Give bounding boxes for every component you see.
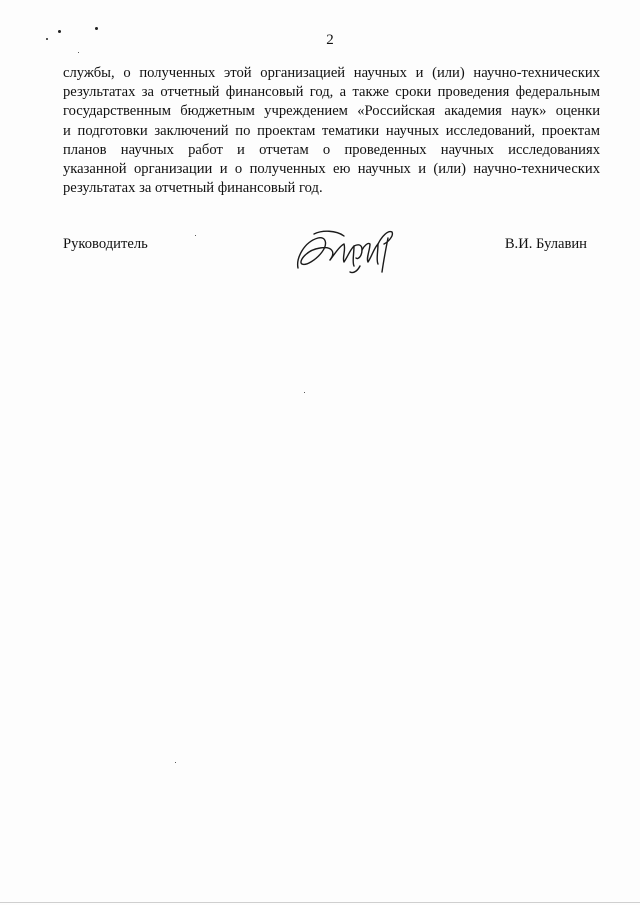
scan-speck xyxy=(78,52,79,53)
signatory-role: Руководитель xyxy=(63,236,148,252)
signatory-name: В.И. Булавин xyxy=(504,236,587,252)
scan-edge xyxy=(0,902,640,903)
page-number: 2 xyxy=(326,32,334,48)
scan-speck xyxy=(304,392,305,393)
paragraph-line: результатах за отчетный финансовый год. xyxy=(63,180,323,197)
paragraph-line: планов научных работ и отчетам о проведенных научных исследованиях xyxy=(63,141,600,158)
handwritten-signature xyxy=(292,222,402,276)
scan-speck xyxy=(175,762,176,763)
paragraph-line: и подготовки заключений по проектам тематики научных исследований, проектам xyxy=(63,122,600,139)
scan-speck xyxy=(95,27,98,30)
paragraph-line: службы, о полученных этой организацией научных и (или) научно-технических xyxy=(63,65,600,81)
body-paragraph xyxy=(63,64,600,198)
paragraph-line: государственным бюджетным учреждением «Российская академия наук» оценки xyxy=(63,103,600,120)
paragraph-line: указанной организации и о полученных ею научных и (или) научно-технических xyxy=(63,160,600,177)
paragraph-line: результатах за отчетный финансовый год, а также сроки проведения федеральным xyxy=(63,84,600,101)
